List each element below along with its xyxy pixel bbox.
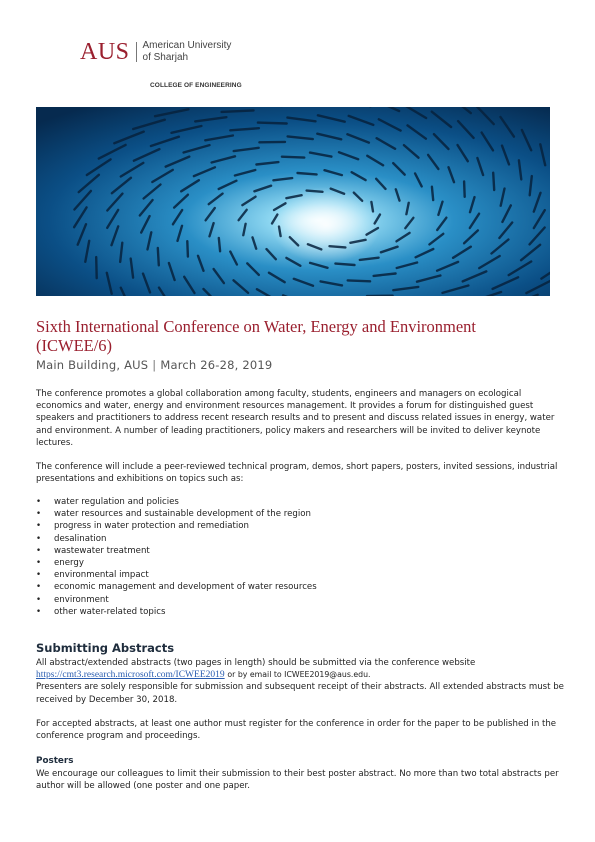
topics-list — [36, 496, 317, 618]
fish-silhouette — [219, 238, 220, 251]
bullet-icon: • — [36, 582, 42, 593]
topic-text: other water-related topics — [54, 606, 166, 617]
abstracts-deadline-text: Presenters are solely responsible for submission and subsequent receipt of their abstracts. All extended abstracts must be received by December 30, 2018. — [36, 682, 564, 705]
bullet-icon: • — [36, 509, 42, 520]
topic-text: desalination — [54, 533, 107, 544]
university-name — [143, 40, 232, 64]
topic-list-item — [36, 520, 317, 532]
fish-silhouette — [371, 202, 373, 212]
fish-silhouette — [493, 173, 494, 190]
logo-mark: AUS — [80, 39, 130, 65]
bullet-icon: • — [36, 594, 42, 605]
fish-silhouette — [432, 187, 433, 200]
topic-list-item — [36, 545, 317, 557]
topic-list-item — [36, 557, 317, 569]
fish-silhouette — [279, 227, 281, 237]
fish-silhouette — [335, 264, 354, 265]
event-details — [36, 358, 272, 372]
topic-text: water regulation and policies — [54, 497, 179, 507]
bullet-icon: • — [36, 533, 42, 544]
posters-paragraph: We encourage our colleagues to limit their submission to their best poster abstract. No more than two total abstracts per author will be allowed (one poster and one paper. — [36, 769, 559, 792]
program-paragraph: The conference will include a peer-reviewed technical program, demos, short papers, posters, invited sessions, industrial presentations and exhibitions on topics such as: — [36, 462, 558, 485]
logo-divider — [136, 42, 137, 62]
bullet-icon: • — [36, 570, 42, 581]
posters-heading: Posters — [36, 756, 74, 766]
fish-silhouette — [282, 157, 304, 158]
bullet-icon: • — [36, 545, 42, 556]
topic-text: environmental impact — [54, 570, 149, 581]
event-date: March 26-28, 2019 — [160, 358, 273, 372]
topic-list-item — [36, 606, 317, 618]
fish-silhouette — [158, 248, 159, 265]
bullet-icon: • — [36, 521, 42, 532]
topic-text: water resources and sustainable development of the region — [54, 509, 311, 520]
registration-paragraph: For accepted abstracts, at least one author must register for the conference in order for the paper to be published in the conference program and proceedings. — [36, 719, 557, 742]
fish-silhouette — [258, 123, 287, 124]
submission-website-link[interactable]: https://cmt3.research.microsoft.com/ICWEE2019 — [36, 670, 225, 681]
conference-title: Sixth International Conference on Water, Energy and Environment (ICWEE/6) — [36, 317, 477, 355]
university-name-line2: of Sharjah — [142, 52, 189, 63]
topic-text: wastewater treatment — [54, 545, 150, 556]
hero-image-graphic — [36, 107, 550, 296]
topic-list-item — [36, 533, 317, 545]
intro-paragraph: The conference promotes a global collaboration among faculty, students, engineers and managers on ecological economics and water, energy and environment resources management. It provides a forum for distinguished guest speakers and practitioners to address recent research results and to present and discuss related issues in energy, water and environment. A number of leading practitioners, policy makers and researchers will be invited to deliver keynote lectures. — [36, 389, 555, 448]
fish-silhouette — [348, 280, 370, 281]
fish-silhouette — [96, 257, 97, 278]
university-name-line1: American University — [142, 40, 232, 51]
submission-email-text: or by email to ICWEE2019@aus.edu. — [227, 670, 371, 680]
details-divider: | — [152, 358, 157, 372]
fish-silhouette — [330, 246, 346, 247]
bullet-icon: • — [36, 558, 42, 569]
bullet-icon: • — [36, 606, 42, 617]
topic-text: energy — [54, 558, 84, 569]
abstracts-submission-text — [36, 657, 566, 706]
topic-list-item — [36, 508, 317, 520]
fish-silhouette — [298, 173, 317, 174]
fish-silhouette — [307, 191, 323, 192]
topic-list-item — [36, 496, 317, 508]
topic-text: environment — [54, 594, 109, 605]
bullet-icon: • — [36, 497, 42, 507]
topic-list-item — [36, 594, 317, 606]
fish-silhouette — [222, 110, 254, 112]
topic-list-item — [36, 569, 317, 581]
abstracts-line1: All abstract/extended abstracts (two pages in length) should be submitted via the conference website — [36, 658, 476, 668]
aus-logo — [80, 40, 231, 64]
fish-silhouette — [187, 241, 188, 256]
topic-list-item — [36, 581, 317, 593]
hero-image-fish-vortex — [36, 107, 550, 296]
topic-text: economic management and development of water resources — [54, 582, 317, 593]
submitting-abstracts-heading: Submitting Abstracts — [36, 641, 175, 655]
fish-silhouette — [464, 181, 465, 196]
college-name: COLLEGE OF ENGINEERING — [150, 82, 242, 89]
topic-text: progress in water protection and remediation — [54, 521, 250, 532]
event-location: Main Building, AUS — [36, 358, 149, 372]
